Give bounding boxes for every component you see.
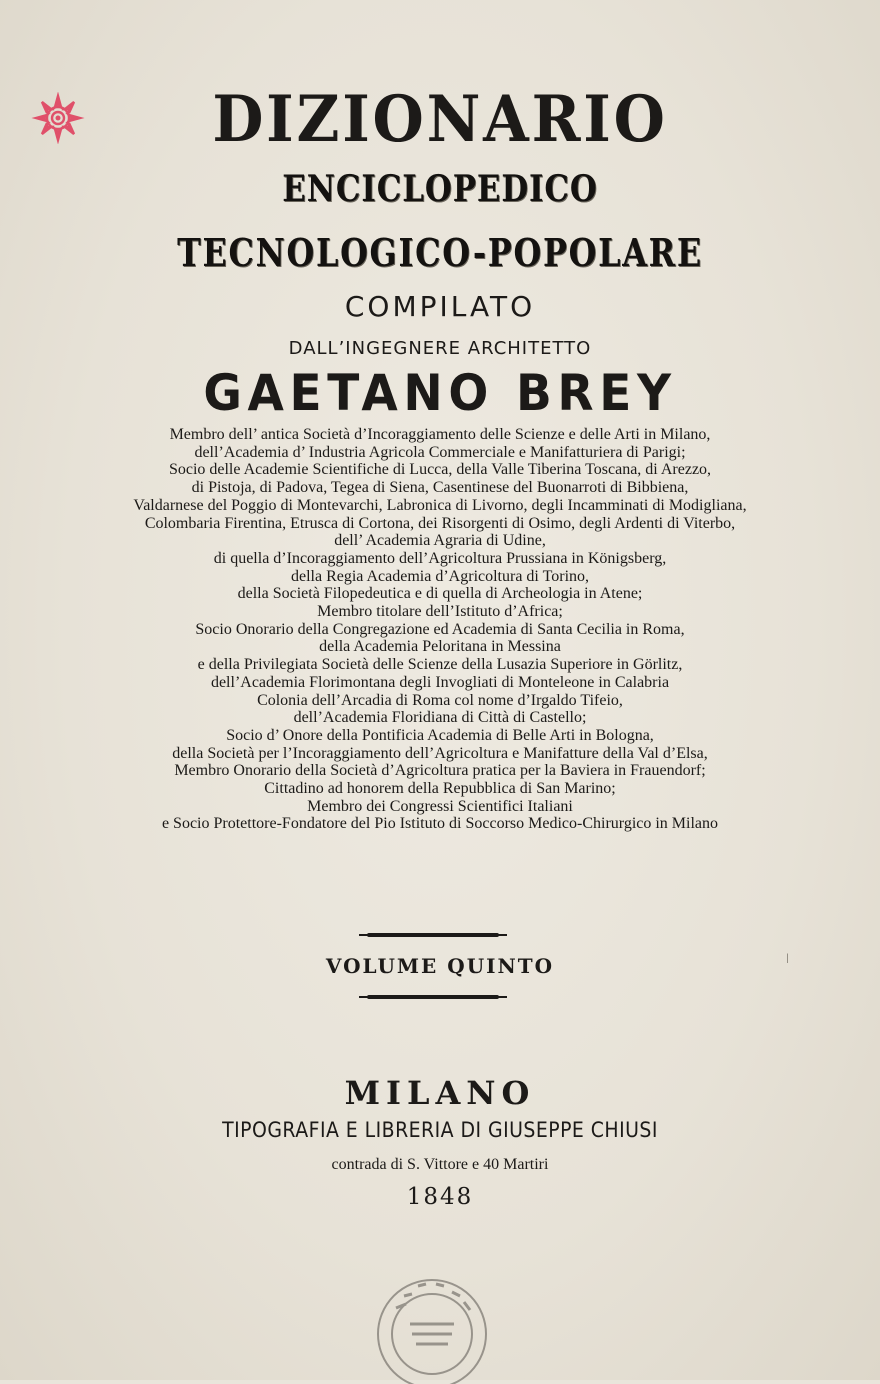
- credential-line: Membro dei Congressi Scientifici Italiani: [307, 797, 573, 815]
- credential-line: Socio Onorario della Congregazione ed Academia di Santa Cecilia in Roma,: [195, 620, 685, 638]
- credential-line: di quella d’Incoraggiamento dell’Agricoltura Prussiana in Königsberg,: [213, 549, 667, 567]
- credential-line: dell’Academia Florimontana degli Invogliati di Monteleone in Calabria: [210, 673, 670, 691]
- publication-year: 1848: [406, 1184, 474, 1210]
- credential-line: della Academia Peloritana in Messina: [319, 638, 561, 656]
- margin-mark: ǀ: [786, 952, 789, 967]
- printer-address: contrada di S. Vittore e 40 Martiri: [331, 1156, 549, 1173]
- ornamental-rule-bottom: [367, 995, 499, 999]
- credential-line: Socio delle Academie Scientifiche di Lucca, della Valle Tiberina Toscana, di Arezzo,: [168, 461, 712, 479]
- credential-line: Membro titolare dell’Istituto d’Africa;: [317, 603, 563, 621]
- credential-line: dell’Academia Floridiana di Città di Castello;: [293, 709, 587, 727]
- subtitle-enciclopedico: ENCICLOPEDICO: [282, 168, 598, 210]
- credential-line: Colonia dell’Arcadia di Roma col nome d’Irgaldo Tifeio,: [257, 691, 623, 709]
- credential-line: Cittadino ad honorem della Repubblica di San Marino;: [264, 780, 616, 798]
- credential-line: e della Privilegiata Società delle Scienze della Lusazia Superiore in Görlitz,: [197, 656, 683, 674]
- credential-line: Valdarnese del Poggio di Montevarchi, Labronica di Livorno, degli Incamminati di Modigliana,: [133, 496, 747, 514]
- credential-line: Membro Onorario della Società d’Agricoltura pratica per la Baviera in Frauendorf;: [174, 762, 706, 780]
- author-prefix: DALL’INGEGNERE ARCHITETTO: [288, 338, 592, 359]
- ornamental-rule-top: [367, 933, 499, 937]
- publication-city: MILANO: [344, 1074, 536, 1112]
- credential-line: Membro dell’ antica Società d’Incoraggiamento delle Scienze e delle Arti in Milano,: [169, 426, 711, 443]
- library-stamp-icon: [366, 1268, 498, 1384]
- credential-line: dell’ Academia Agraria di Udine,: [334, 532, 546, 550]
- compilato-label: COMPILATO: [344, 290, 536, 323]
- credential-line: dell’Academia d’ Industria Agricola Commerciale e Manifatturiera di Parigi;: [194, 443, 686, 461]
- author-credentials: [0, 426, 880, 833]
- subtitle-tecnologico-popolare: TECNOLOGICO-POPOLARE: [177, 230, 703, 275]
- credential-line: Colombaria Firentina, Etrusca di Cortona, dei Risorgenti di Osimo, degli Ardenti di Viterbo,: [144, 514, 736, 532]
- credential-line: di Pistoja, di Padova, Tegea di Siena, Casentinese del Buonarroti di Bibbiena,: [191, 479, 689, 497]
- credential-line: della Società per l’Incoraggiamento dell’Agricoltura e Manifatture della Val d’Elsa,: [172, 744, 708, 762]
- credential-line: della Regia Academia d’Agricoltura di Torino,: [290, 567, 590, 585]
- volume-label: VOLUME QUINTO: [325, 954, 555, 978]
- credential-line: della Società Filopedeutica e di quella di Archeologia in Atene;: [237, 585, 643, 603]
- credential-line: Socio d’ Onore della Pontificia Academia di Belle Arti in Bologna,: [226, 726, 654, 744]
- credential-line: e Socio Protettore-Fondatore del Pio Istituto di Soccorso Medico-Chirurgico in Milano: [161, 815, 719, 833]
- book-title: DIZIONARIO: [212, 82, 668, 157]
- author-name: GAETANO BREY: [203, 364, 677, 422]
- printer-name: TIPOGRAFIA E LIBRERIA DI GIUSEPPE CHIUSI: [222, 1118, 658, 1142]
